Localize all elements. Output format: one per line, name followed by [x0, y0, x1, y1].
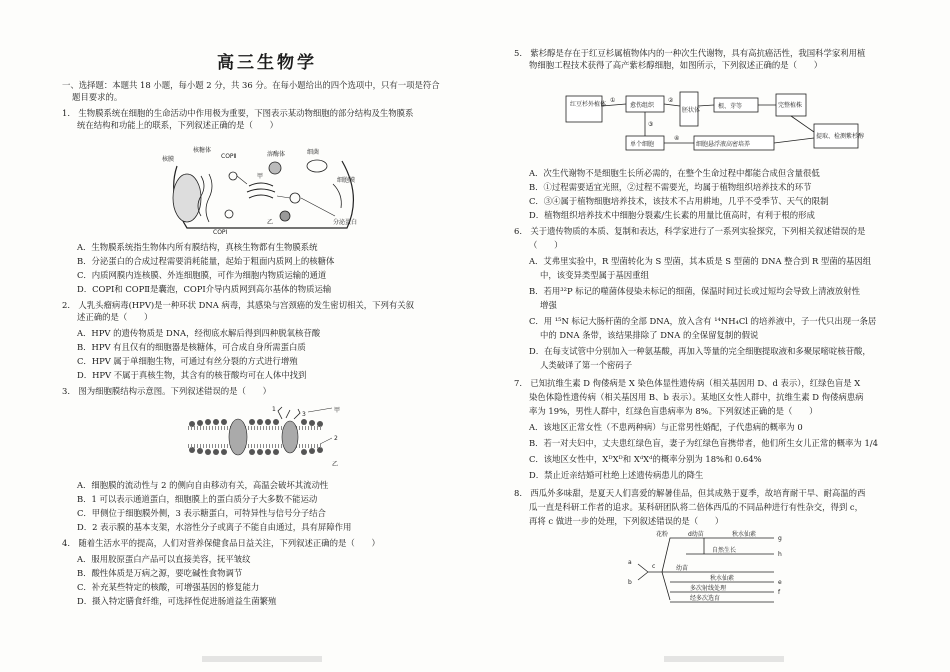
label-colchicine-2: 秋水仙素 — [710, 575, 735, 582]
label-nuclear-membrane: 核膜 — [162, 156, 175, 163]
bacterium-shape — [307, 160, 327, 172]
label-yi: 乙 — [267, 219, 274, 226]
q7-stem-cont1: 染色体隐性遗传病（相关基因用 B、b 表示）。某地区女性人群中，抗维生素 D 佝偻病患病 — [529, 392, 864, 402]
q1-cell-figure — [157, 136, 367, 236]
circle-1: ① — [610, 97, 616, 104]
box-single-cell: 单个细胞 — [630, 141, 655, 148]
q8-stem-cont1: 瓜一直是科研工作者的追求。某科研团队将二倍体西瓜的不同品种进行有性杂交，得到 c， — [529, 502, 863, 512]
q4-option-c: C．补充某些特定的核酸，可增强基因的修复能力 — [77, 582, 260, 592]
label-yi: 乙 — [332, 461, 339, 468]
q1-stem: 1. 生物膜系统在细胞的生命活动中作用极为重要，下图表示某动物细胞的部分结构及生物膜系 — [62, 108, 414, 118]
q3-option-a: A．细胞膜的流动性与 2 的侧向自由移动有关，高温会破坏其流动性 — [77, 480, 329, 490]
q7-option-a: A．该地区正常女性（不患两种病）与正常男性婚配，子代患病的概率为 0 — [529, 422, 803, 432]
right-footer-smudge — [664, 656, 784, 662]
label-b: b — [628, 579, 632, 586]
q4-stem: 4. 随着生活水平的提高，人们对营养保健食品日益关注，下列叙述正确的是（ ） — [62, 538, 380, 548]
q1-option-c: C．内质网膜内连核膜、外连细胞膜，可作为细胞内物质运输的通道 — [77, 270, 327, 280]
secretory-vesicle — [290, 193, 300, 203]
section-heading-cont: 题目要求的。 — [72, 92, 123, 102]
q5-option-b: B．①过程需要适宜光照，②过程不需要光，均属于植物组织培养技术的环节 — [529, 182, 812, 192]
golgi-shape — [247, 183, 275, 198]
copii-vesicle — [229, 172, 237, 180]
label-copi: COPⅠ — [213, 229, 228, 236]
q5-stem: 5. 紫杉醇是存在于红豆杉属植物体内的一种次生代谢物，具有高抗癌活性，我国科学家利用植 — [514, 48, 866, 58]
label-2: 2 — [334, 435, 338, 442]
q3-membrane-figure — [182, 404, 342, 470]
box-suspension-culture: 细胞悬浮液高密培养 — [696, 141, 751, 148]
label-seedling: 幼苗 — [676, 565, 689, 572]
q2-option-b: B．HPV 有且仅有的细胞器是核糖体，可合成自身所需蛋白质 — [77, 342, 306, 352]
left-footer-smudge — [202, 656, 322, 662]
q7-stem-cont2: 率为 19%，男性人群中，红绿色盲患病率为 8%。下列叙述正确的是（ ） — [529, 406, 818, 416]
q5-option-d: D．植物组织培养技术中细胞分裂素/生长素的用量比值高时，有利于根的形成 — [529, 210, 815, 220]
q6-stem: 6. 关于遗传物质的本质、复制和表达，科学家进行了一系列实验探究，下列相关叙述错误的是 — [514, 226, 866, 236]
label-3: 3 — [302, 411, 306, 418]
q4-option-b: B．酸性体质是万病之源，要吃碱性食物调节 — [77, 568, 243, 578]
label-cell-membrane: 细胞膜 — [337, 177, 356, 184]
label-f: f — [778, 589, 781, 596]
label-c: c — [652, 563, 656, 570]
q1-option-b: B．分泌蛋白的合成过程需要消耗能量，起始于粗面内质网上的核糖体 — [77, 256, 335, 266]
box-whole-plant: 完整植株 — [778, 102, 803, 109]
q6-option-b: B．若用³²P 标记的噬菌体侵染未标记的细菌，保温时间过长或过短均会导致上清液放射性 — [529, 286, 861, 296]
circle-4: ④ — [674, 135, 680, 142]
label-e: e — [778, 579, 782, 586]
label-d-seedling: d幼苗 — [688, 531, 704, 538]
protein-transmembrane — [282, 421, 298, 453]
q7-option-b: B．若一对夫妇中，丈夫患红绿色盲，妻子为红绿色盲携带者，他们所生女儿正常的概率为 1/4 — [529, 438, 878, 448]
section-heading: 一、选择题：本题共 18 小题，每小题 2 分，共 36 分。在每小题给出的四个选项中，只有一项是符合 — [62, 80, 440, 90]
q6-option-b-cont: 增强 — [540, 300, 557, 310]
copi-vesicle — [225, 210, 233, 218]
label-secretory-protein: 分泌蛋白 — [333, 219, 358, 226]
box-extract: 提取、检测紫杉醇 — [816, 133, 864, 140]
q3-option-b: B．1 可以表示通道蛋白，细胞膜上的蛋白质分子大多数不能运动 — [77, 494, 318, 504]
q1-option-a: A．生物膜系统指生物体内所有膜结构，真核生物都有生物膜系统 — [77, 242, 318, 252]
box-callus: 愈伤组织 — [630, 102, 655, 109]
box-explant: 红豆杉外植体 — [570, 101, 607, 108]
q6-option-d-cont: 人类破译了第一个密码子 — [540, 360, 633, 370]
q8-stem: 8. 西瓜外多味甜，是夏天人们喜爱的解暑佳品，但其成熟于夏季，故培育耐干旱、耐高温的西 — [514, 488, 866, 498]
q8-breeding-figure — [624, 530, 804, 612]
circle-3: ③ — [648, 121, 654, 128]
bilayer-heads — [189, 419, 323, 455]
q6-option-a: A．艾弗里实验中，R 型菌转化为 S 型菌，其本质是 S 型菌的 DNA 整合到 R 型菌的基因组 — [529, 256, 872, 266]
q4-option-d: D．摄入特定膳食纤维，可选择性促进肠道益生菌繁殖 — [77, 596, 277, 606]
q1-stem-cont: 统在结构和功能上的联系，下列叙述正确的是（ ） — [77, 120, 278, 130]
q3-option-d: D．2 表示膜的基本支架，水溶性分子或离子不能自由通过，具有屏障作用 — [77, 522, 352, 532]
q7-option-d: D．禁止近亲结婚可杜绝上述遗传病患儿的降生 — [529, 470, 704, 480]
q1-option-d: D．COPⅠ和 COPⅡ是囊泡，COPⅠ介导内质网到高尔基体的物质运输 — [77, 284, 332, 294]
box-roots-buds: 根、芽等 — [718, 103, 743, 110]
q7-option-c: C．该地区女性中，XᴰXᴰ和 XᵈXᵈ的概率分别为 18%和 0.64% — [529, 454, 762, 464]
label-h: h — [778, 551, 782, 558]
q6-option-a-cont: 中，该变异类型属于基因重组 — [540, 270, 649, 280]
q6-option-c-cont: 中的 DNA 条带，该结果排除了 DNA 的全保留复制的假说 — [540, 330, 759, 340]
page-title: 高三生物学 — [217, 53, 317, 73]
q2-stem-cont: 述正确的是（ ） — [77, 312, 153, 322]
q5-stem-cont: 物细胞工程技术获得了高产紫杉醇细胞，如图所示，下列叙述正确的是（ ） — [529, 60, 823, 70]
q7-stem: 7. 已知抗维生素 D 佝偻病是 X 染色体显性遗传病（相关基因用 D、d 表示），红绿色盲是 X — [514, 378, 861, 388]
circle-2: ② — [668, 97, 674, 104]
label-bacteria: 细菌 — [307, 149, 320, 156]
label-natural-growth: 自然生长 — [712, 547, 737, 554]
q3-stem: 3. 图为细胞膜结构示意图。下列叙述错误的是（ ） — [62, 386, 271, 396]
q3-option-c: C．甲侧位于细胞膜外侧，3 表示糖蛋白，可特异性与信号分子结合 — [77, 508, 326, 518]
q2-option-a: A．HPV 的遗传物质是 DNA，经彻底水解后得到四种脱氧核苷酸 — [77, 328, 321, 338]
q6-stem-cont: （ ） — [529, 240, 563, 250]
q5-option-a: A．次生代谢物不是细胞生长所必需的，在整个生命过程中都能合成但含量很低 — [529, 168, 820, 178]
vesicle-dark — [280, 211, 290, 221]
label-lysosome: 溶酶体 — [267, 151, 286, 158]
label-copii: COPⅡ — [221, 153, 237, 160]
label-jia: 甲 — [257, 173, 264, 180]
label-selection: 经多次选育 — [690, 595, 721, 602]
label-colchicine-1: 秋水仙素 — [732, 531, 757, 538]
glycoprotein-chain — [278, 407, 300, 419]
label-pollen: 花粉 — [656, 531, 669, 538]
q6-option-d: D．在每支试管中分别加入一种氨基酸，再加入等量的完全细胞提取液和多聚尿嘧啶核苷酸， — [529, 346, 871, 356]
q8-stem-cont2: 再将 c 做进一步的处理，下列叙述错误的是（ ） — [529, 516, 724, 526]
q2-option-c: C．HPV 属于单细胞生物，可通过有丝分裂的方式进行增殖 — [77, 356, 298, 366]
nucleus-shape — [173, 174, 201, 222]
label-jia: 甲 — [334, 407, 341, 414]
q2-option-d: D．HPV 不属于真核生物，其含有的核苷酸均可在人体中找到 — [77, 370, 307, 380]
q5-option-c: C．③④属于植物细胞培养技术，该技术不占用耕地，几乎不受季节、天气的限制 — [529, 196, 829, 206]
label-a: a — [628, 559, 632, 566]
er-shape — [198, 174, 212, 222]
label-g: g — [778, 535, 782, 542]
label-ribosome: 核糖体 — [193, 147, 212, 154]
q5-flow-figure — [564, 84, 864, 162]
q4-option-a: A．服用胶原蛋白产品可以直接美容，抚平皱纹 — [77, 554, 251, 564]
label-radiation: 多次射线处理 — [690, 585, 727, 592]
protein-channel — [229, 419, 247, 455]
label-1: 1 — [272, 406, 276, 413]
q6-option-c: C．用 ¹⁵N 标记大肠杆菌的全部 DNA，放入含有 ¹⁴NH₄Cl 的培养液中，子一代只出现一条居 — [529, 316, 877, 326]
box-embryoid: 胚状体 — [682, 107, 701, 114]
q2-stem: 2. 人乳头瘤病毒(HPV)是一种环状 DNA 病毒，其感染与宫颈癌的发生密切相关，下列有关叙 — [62, 300, 415, 310]
lysosome-shape — [269, 162, 281, 174]
